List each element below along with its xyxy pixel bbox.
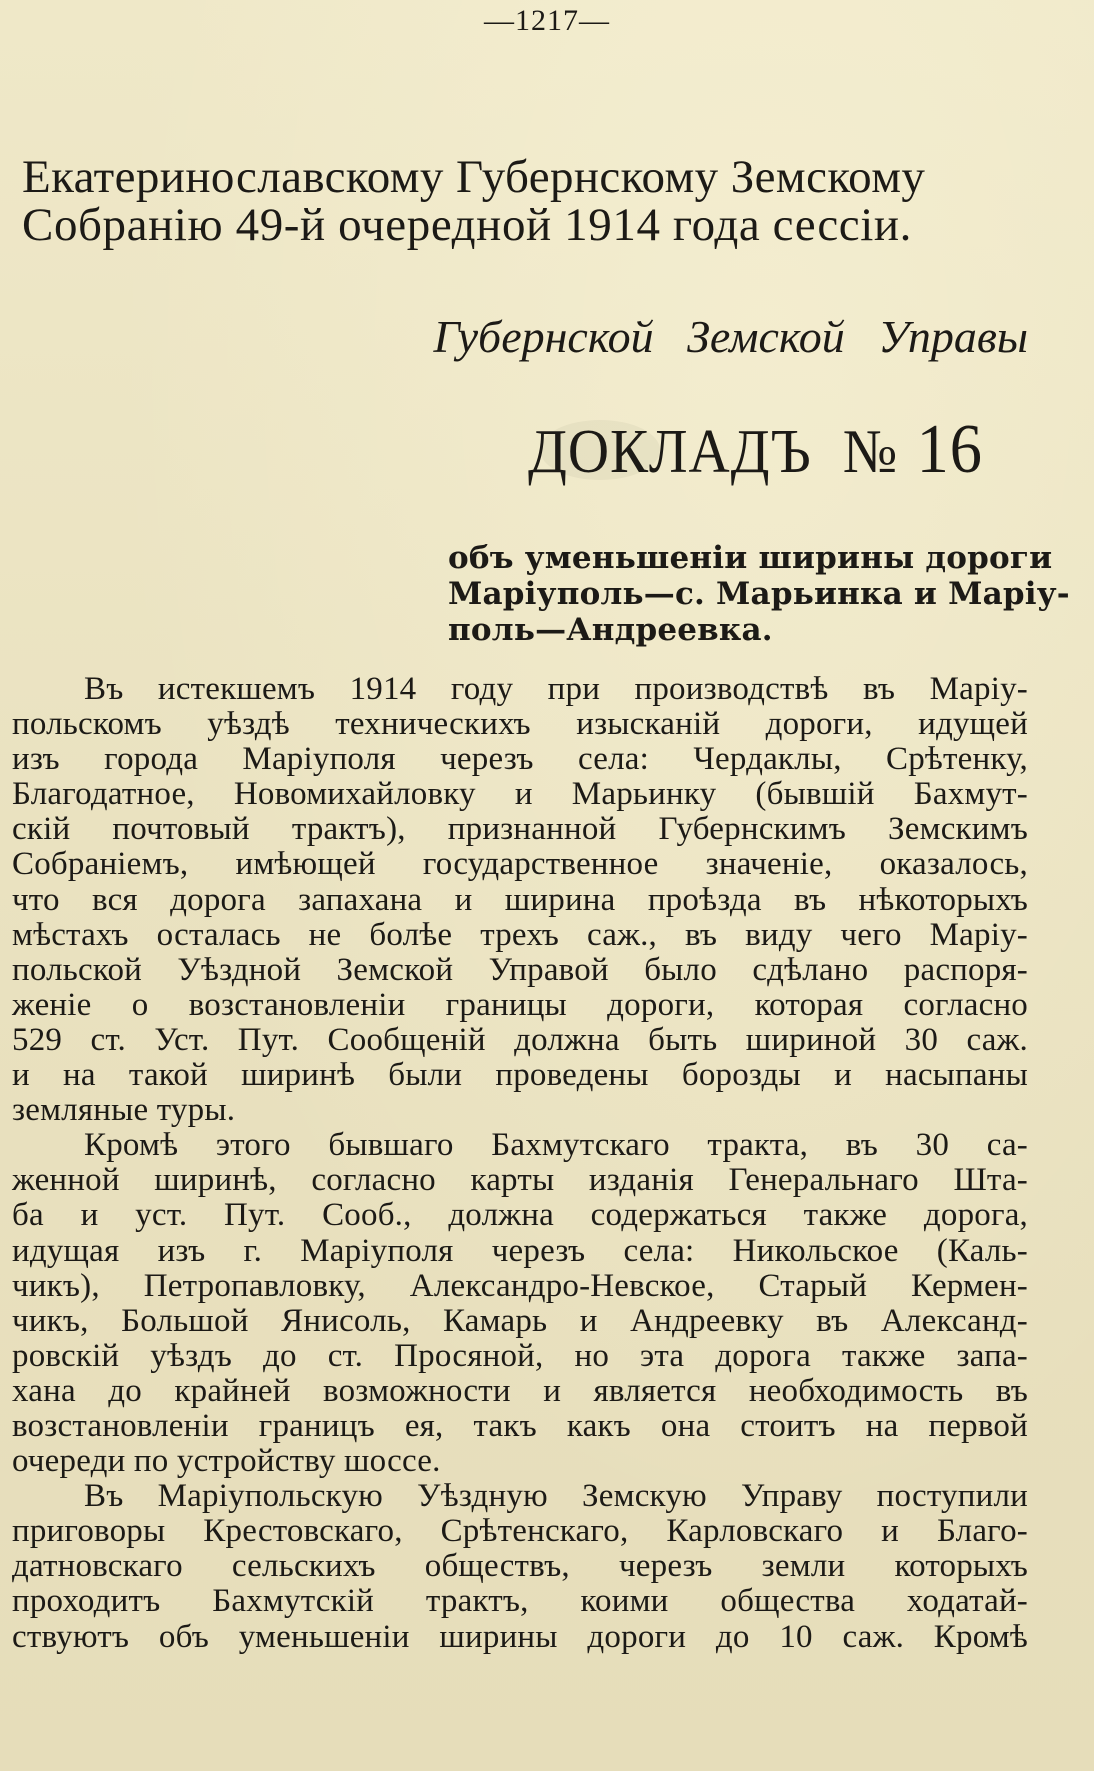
authority-line: Губернской Земской Управы [433, 311, 1028, 362]
body-line: женной ширинѣ, согласно карты изданія Генеральнаго Шта- [12, 1162, 1028, 1199]
body-line: Въ истекшемъ 1914 году при производствѣ въ Маріу- [84, 671, 1028, 707]
report-number: 16 [916, 411, 983, 488]
number-sign: № [842, 418, 899, 486]
body-line: земляные туры. [12, 1092, 236, 1129]
report-title [528, 410, 983, 490]
body-line: что вся дорога запахана и ширина проѣзда въ нѣкоторыхъ [12, 881, 1028, 918]
body-line: проходитъ Бахмутскій трактъ, коими общества ходатай- [12, 1583, 1028, 1620]
report-subject [448, 540, 1070, 648]
body-line: женіе о возстановленіи границы дороги, которая согласно [12, 986, 1028, 1023]
body-line: очереди по устройству шоссе. [12, 1443, 441, 1480]
body-line: мѣстахъ осталась не болѣе трехъ саж., въ виду чего Маріу- [12, 916, 1028, 953]
body-line: чикъ, Большой Янисоль, Камарь и Андреевку въ Александ- [12, 1302, 1028, 1339]
body-line: Въ Маріупольскую Уѣздную Земскую Управу поступили [84, 1478, 1028, 1515]
body-line: приговоры Крестовскаго, Срѣтенскаго, Карловскаго и Благо- [12, 1513, 1028, 1550]
addressee-heading-line-2: Собранію 49-й очередной 1914 года сессіи. [22, 199, 913, 251]
body-line: Благодатное, Новомихайловку и Марьинку (бывшій Бахмут- [12, 776, 1028, 813]
body-line: Кромѣ этого бывшаго Бахмутскаго тракта, въ 30 са- [84, 1127, 1028, 1164]
body-line: ровскій уѣздъ до ст. Просяной, но эта дорога также запа- [12, 1337, 1028, 1374]
body-line: ба и уст. Пут. Сооб., должна содержаться также дорога, [12, 1197, 1028, 1234]
body-line: чикъ), Петропавловку, Александро-Невское, Старый Кермен- [12, 1267, 1028, 1304]
body-line: идущая изъ г. Маріуполя черезъ села: Никольское (Каль- [12, 1232, 1028, 1269]
subject-line: объ уменьшеніи ширины дороги [448, 540, 1053, 576]
body-line: и на такой ширинѣ были проведены борозды и насыпаны [12, 1057, 1028, 1094]
body-line: скій почтовый трактъ), признанной Губернскимъ Земскимъ [12, 811, 1028, 848]
report-body [12, 672, 1028, 1655]
body-line: Собраніемъ, имѣющей государственное значеніе, оказалось, [12, 846, 1028, 883]
addressee-heading-line-1: Екатеринославскому Губернскому Земскому [22, 151, 926, 203]
body-line: хана до крайней возможности и является необходимость въ [12, 1372, 1028, 1409]
report-word: ДОКЛАДЪ [528, 418, 812, 486]
body-line: польской Уѣздной Земской Управой было сдѣлано распоря- [12, 951, 1028, 988]
body-line: 529 ст. Уст. Пут. Сообщеній должна быть шириной 30 саж. [12, 1021, 1028, 1058]
subject-line: поль—Андреевка. [448, 612, 773, 648]
page-number: —1217— [484, 4, 610, 37]
body-line: польскомъ уѣздѣ техническихъ изысканій дороги, идущей [12, 706, 1028, 743]
body-line: ствуютъ объ уменьшеніи ширины дороги до 10 саж. Кромѣ [12, 1618, 1028, 1655]
body-line: изъ города Маріуполя черезъ села: Чердаклы, Срѣтенку, [12, 741, 1028, 778]
body-line: датновскаго сельскихъ обществъ, черезъ земли которыхъ [12, 1548, 1028, 1585]
subject-line: Маріуполь—с. Марьинка и Маріу- [448, 576, 1070, 612]
body-line: возстановленіи границъ ея, такъ какъ она стоитъ на первой [12, 1407, 1028, 1444]
